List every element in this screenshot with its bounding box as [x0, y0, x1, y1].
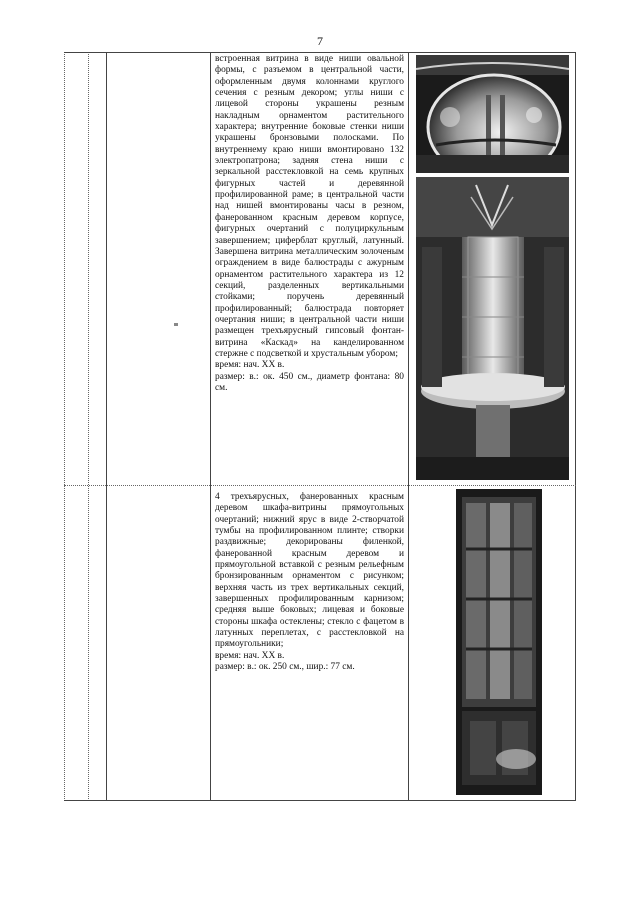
scan-speck: [174, 323, 178, 326]
row1-size: размер: в.: ок. 450 см., диаметр фонтана: 80 см.: [215, 371, 404, 393]
row2-time: время: нач. XX в.: [215, 650, 285, 661]
row1-description-cell: [215, 54, 404, 394]
row1-description: встроенная витрина в виде ниши овальной формы, с разъемом в центральной части, оформленным двумя колоннами круглого сечения с резным декором; углы ниши с лицевой стороны украшены резным накладным орнаментом растительного характера; внутренние боковые стенки ниши украшены бронзовыми полосками. По внутреннему краю ниши вмонтировано 132 электропатрона; задняя стена ниши с зеркальной расстекловкой на семь крупных фигурных частей и деревянной профилированной раме; в центральной части над нишей вмонтированы часы в резном, фанерованном красным деревом корпусе, фигурных очертаний с полуциркульным завершением; циферблат круглый, латунный. Завершена витрина металлическим золоченым ограждением в виде балюстрады с ажурным орнаментом растительного характера из 12 секций, разделенных вертикальными стойками; поручень деревянный профилированный; балюстрада повторяет очертания ниши; в центральной части ниши размещен трехъярусный гипсовый фонтан-витрина «Каскад» на канделированном стержне с подсветкой и хрустальным убором;: [215, 54, 404, 359]
photo-cascade-fountain-showcase: [416, 177, 569, 480]
oval-niche-image: [416, 55, 569, 173]
inventory-table: [64, 52, 576, 801]
row2-size: размер: в.: ок. 250 см., шир.: 77 см.: [215, 662, 355, 673]
photo-oval-niche-showcase: [416, 55, 569, 173]
row2-description: 4 трехъярусных, фанерованных красным деревом шкафа-витрины прямоугольных очертаний; нижний ярус в виде 2-створчатой тумбы на профилированном плинте; створки раздвижные; декорированы филенкой, фанерованной красным деревом и прямоугольной вставкой с резным рельефным бронзированным орнаментом с рисунком; верхняя часть из трех вертикальных секций, завершенных профилированным карнизом; средняя выше боковых; лицевая и боковые стороны шкафа остеклены; стекло с фацетом в латунных переплетах, с расстекловкой на прямоугольники;: [215, 492, 404, 650]
photo-mahogany-display-cabinet: [456, 489, 542, 795]
row2-description-cell: [215, 492, 404, 674]
page-number: 7: [317, 34, 323, 48]
display-cabinet-image: [456, 489, 542, 795]
row1-time: время: нач. XX в.: [215, 360, 285, 371]
cascade-fountain-image: [416, 177, 569, 480]
